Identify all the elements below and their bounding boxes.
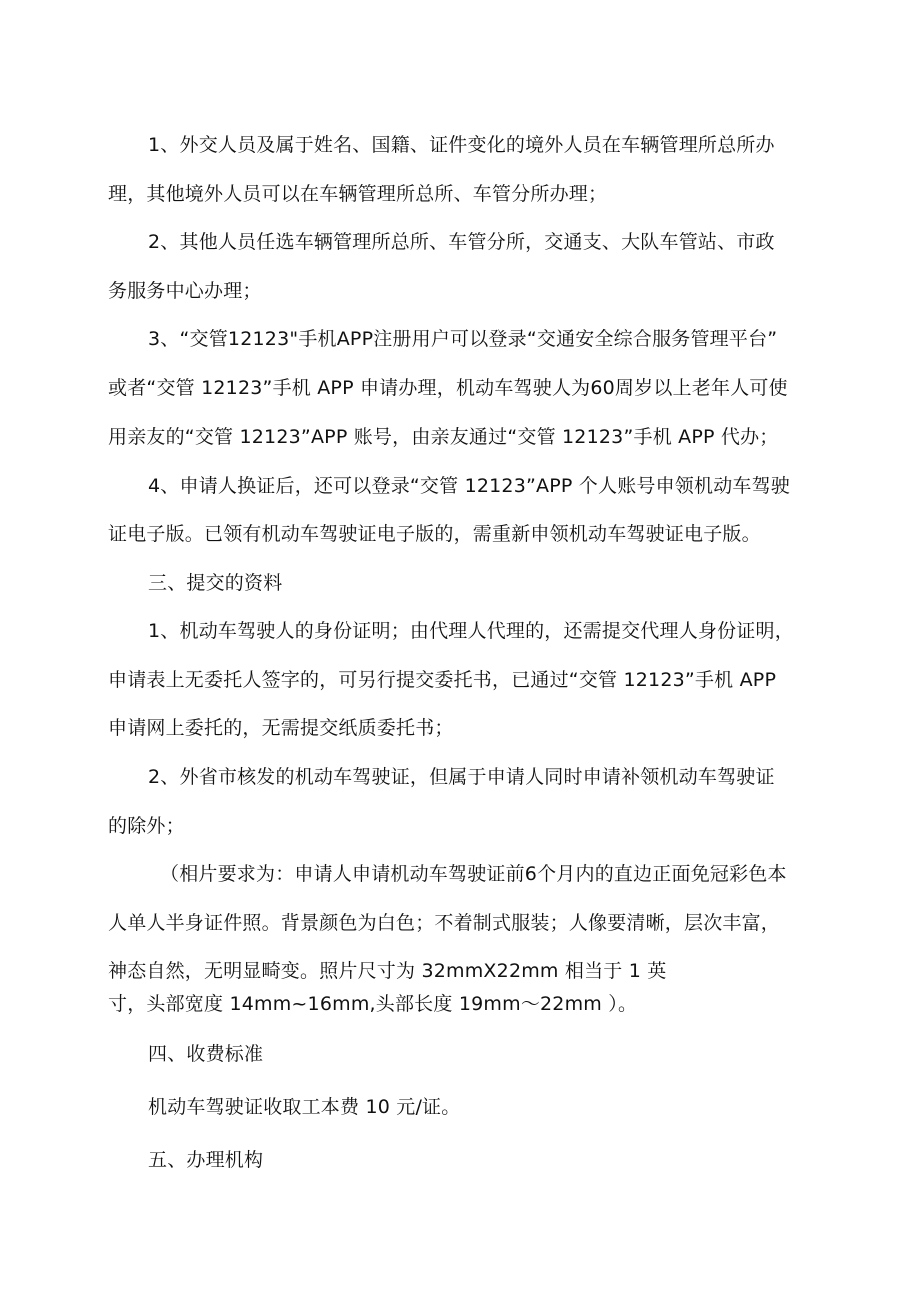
paragraph-line: 理，其他境外人员可以在车辆管理所总所、车管分所办理； (108, 183, 608, 205)
paragraph-line: 人单人半身证件照。背景颜色为白色；不着制式服装；人像要清晰，层次丰富， (108, 912, 781, 934)
paragraph-line: 3、“交管12123"手机APP注册用户可以登录“交通安全综合服务管理平台” (148, 328, 778, 350)
paragraph-line: 申请网上委托的，无需提交纸质委托书； (108, 717, 454, 739)
paragraph-line: 寸，头部宽度 14mm~16mm,头部长度 19mm～22mm ）。 (108, 993, 638, 1015)
paragraph-line: 2、外省市核发的机动车驾驶证，但属于申请人同时申请补领机动车驾驶证 (148, 766, 775, 788)
paragraph-line: 1、外交人员及属于姓名、国籍、证件变化的境外人员在车辆管理所总所办 (148, 134, 775, 156)
paragraph-line: 证电子版。已领有机动车驾驶证电子版的，需重新申领机动车驾驶证电子版。 (108, 523, 761, 545)
paragraph-line: 1、机动车驾驶人的身份证明；由代理人代理的，还需提交代理人身份证明， (148, 620, 794, 642)
paragraph-line: 神态自然，无明显畸变。照片尺寸为 32mmX22mm 相当于 1 英 (108, 960, 667, 982)
paragraph-line: （相片要求为：申请人申请机动车驾驶证前6个月内的直边正面免冠彩色本 (160, 863, 787, 885)
section-heading: 五、办理机构 (148, 1149, 264, 1171)
section-heading: 三、提交的资料 (148, 572, 283, 594)
paragraph-line: 务服务中心办理； (108, 280, 262, 302)
section-heading: 四、收费标准 (148, 1043, 264, 1065)
paragraph-line: 的除外； (108, 815, 185, 837)
paragraph-line: 申请表上无委托人签字的，可另行提交委托书，已通过“交管 12123”手机 APP (108, 669, 777, 691)
paragraph-line: 4、申请人换证后，还可以登录“交管 12123”APP 个人账号申领机动车驾驶 (148, 475, 791, 497)
paragraph-line: 用亲友的“交管 12123”APP 账号，由亲友通过“交管 12123”手机 APP 代办； (108, 426, 779, 448)
paragraph-line: 机动车驾驶证收取工本费 10 元/证。 (148, 1096, 461, 1118)
paragraph-line: 或者“交管 12123”手机 APP 申请办理，机动车驾驶人为60周岁以上老年人可使 (108, 377, 788, 399)
paragraph-line: 2、其他人员任选车辆管理所总所、车管分所，交通支、大队车管站、市政 (148, 231, 775, 253)
